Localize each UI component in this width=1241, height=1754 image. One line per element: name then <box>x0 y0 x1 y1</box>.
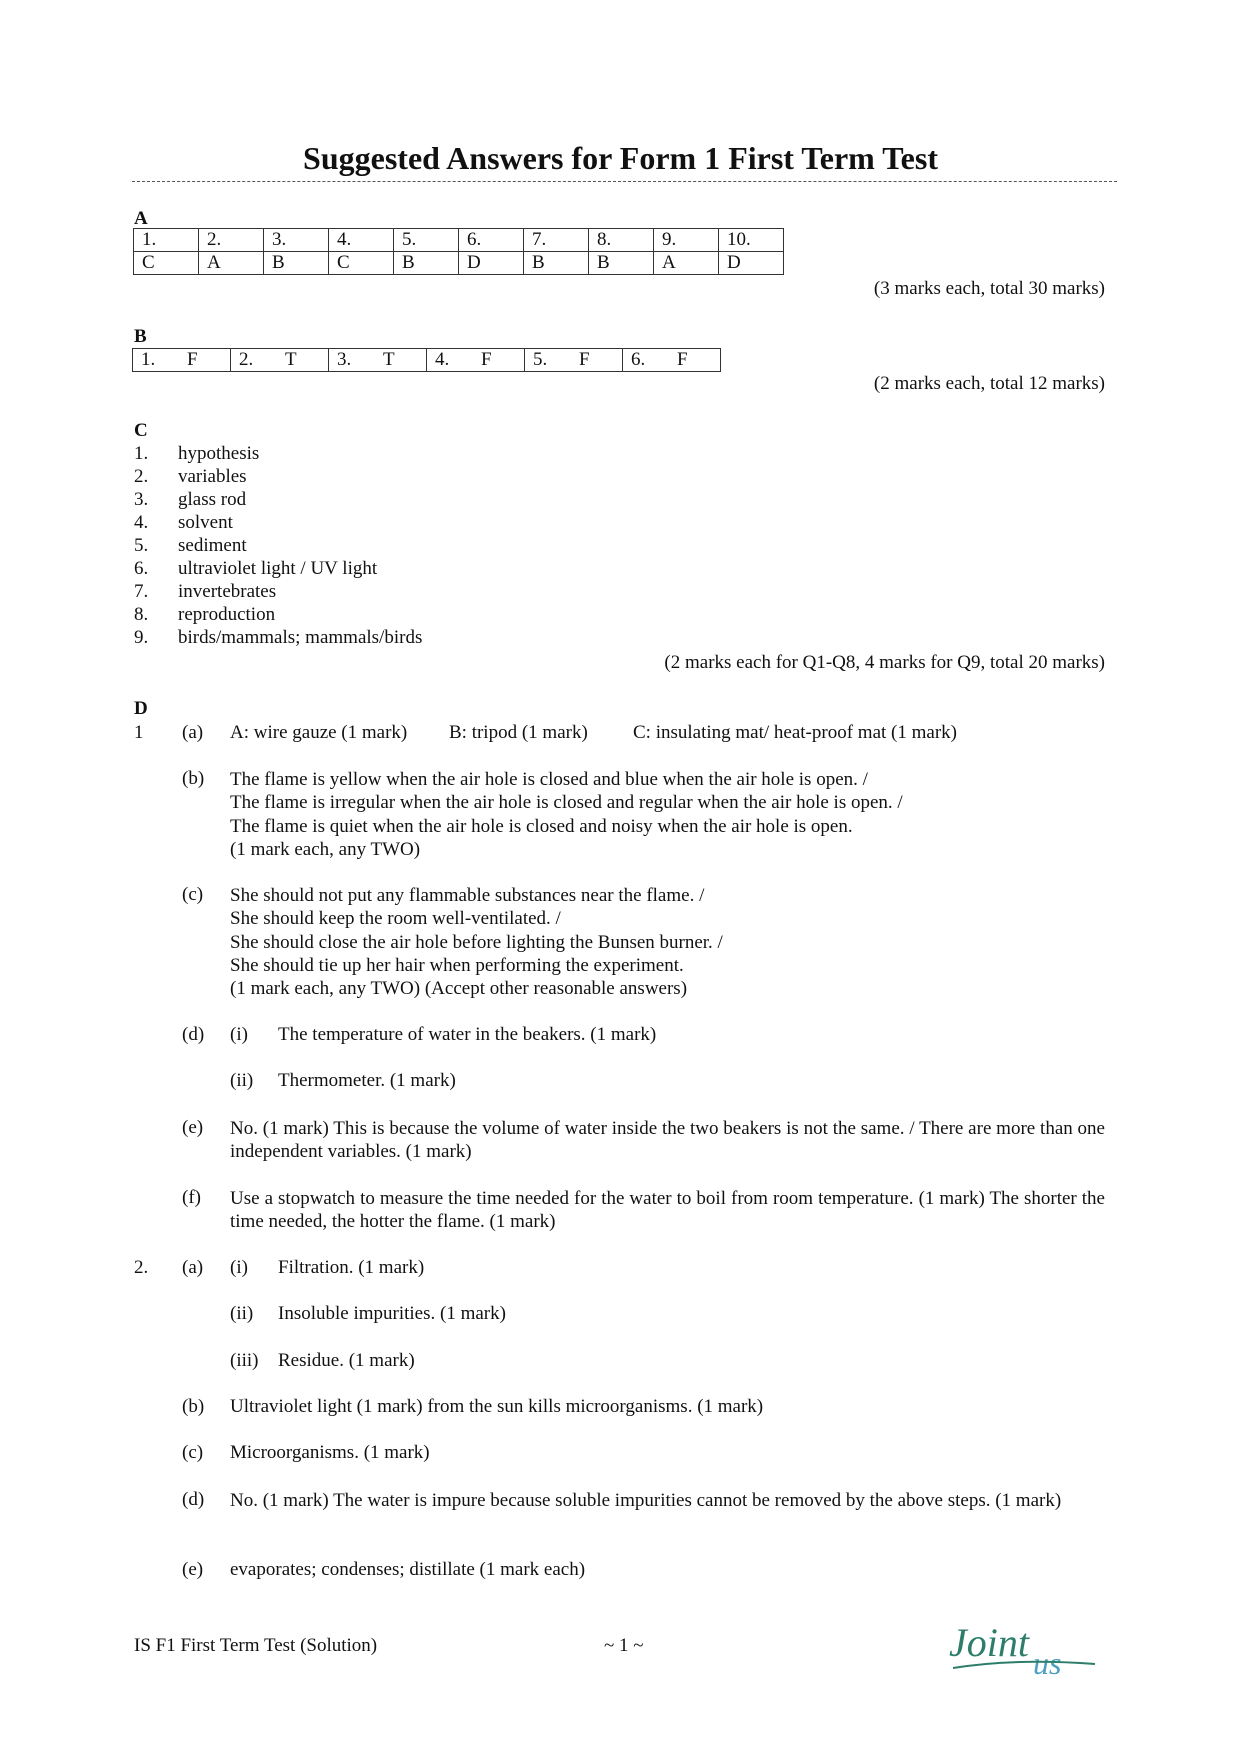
table-cell: 7. <box>524 229 589 252</box>
table-cell: A <box>199 252 264 275</box>
subpart-label: (i) <box>230 1024 248 1045</box>
logo-word-us: us <box>1033 1645 1062 1680</box>
table-cell: A <box>654 252 719 275</box>
answer-text: Use a stopwatch to measure the time needed for the water to boil from room temperature. (1 mark) The shorter the time needed, the hotter the flame. (1 mark) <box>230 1188 1105 1233</box>
table-cell: 5. F <box>525 349 623 372</box>
part-label: (d) <box>182 1489 205 1510</box>
section-b-row <box>133 349 721 372</box>
table-cell: 1. <box>134 229 199 252</box>
table-cell: 2. <box>199 229 264 252</box>
page-title: Suggested Answers for Form 1 First Term Test <box>303 140 938 176</box>
subpart-label: (ii) <box>230 1303 254 1324</box>
table-cell: C <box>134 252 199 275</box>
section-a-table <box>133 228 784 275</box>
section-c-marks: (2 marks each for Q1-Q8, 4 marks for Q9, total 20 marks) <box>664 652 1105 673</box>
table-cell: 6. <box>459 229 524 252</box>
table-cell: B <box>524 252 589 275</box>
question-number: 2. <box>134 1257 149 1278</box>
table-cell: 10. <box>719 229 784 252</box>
jointus-logo-icon <box>945 1620 1105 1680</box>
part-label: (b) <box>182 768 205 789</box>
part-label: (f) <box>182 1187 201 1208</box>
answer-text: Ultraviolet light (1 mark) from the sun kills microorganisms. (1 mark) <box>230 1396 764 1417</box>
answer-line: The flame is yellow when the air hole is closed and blue when the air hole is open. / <box>230 769 868 790</box>
table-cell: 5. <box>394 229 459 252</box>
answer-text: C: insulating mat/ heat-proof mat (1 mark) <box>633 722 957 743</box>
answer-text: The temperature of water in the beakers. (1 mark) <box>278 1024 657 1045</box>
table-cell: 9. <box>654 229 719 252</box>
table-cell: B <box>589 252 654 275</box>
answer-text: Insoluble impurities. (1 mark) <box>278 1303 506 1324</box>
table-cell: 4. <box>329 229 394 252</box>
subpart-label: (ii) <box>230 1070 254 1091</box>
subpart-label: (i) <box>230 1257 248 1278</box>
section-b-label: B <box>134 326 147 347</box>
answer-line: She should tie up her hair when performing the experiment. <box>230 954 684 976</box>
table-cell: 1. F <box>133 349 231 372</box>
answer-block <box>230 768 1105 861</box>
answer-sheet-page: Suggested Answers for Form 1 First Term Test A 1. 2. 3. 4. 5. 6. 7. 8. 9. 10. C A B C B D B B A D (3 marks each, total 30 marks) B 1. F 2. T 3. T 4. F 5. F 6. F (2 marks each, total 12 marks) C 1. hypothesis 2. variables 3. glass rod 4. solvent 5. sediment 6. ultraviolet light / UV light 7. invertebrates 8. reproduction 9. birds/mammals; mammals/birds (2 marks each for Q1-Q8, 4 marks for Q9, total 20 marks) D 1 (a) A: wire gauze (1 mark) B: tripod (1 mark) C: insulating mat/ heat-proof mat (1 mark) (b) The flame is yellow when the air hole is closed and blue when the air hole is open. / The flame is irregular when the air hole is closed and regular when the air hole is open. / The flame is quiet when the air hole is closed and noisy when the air hole is open. (1 mark each, any TWO) (c) She should not put any flammable substances near the flame. / She should keep the room well-ventilated. / She should close the air hole before lighting the Bunsen burner. / She should tie up her hair when performing the experiment. (1 mark each, any TWO) (Accept other reasonable answers) (d) (i) The temperature of water in the beakers. (1 mark) (ii) Thermometer. (1 mark) (e) No. (1 mark) This is because the volume of water inside the two beakers is not the same. / There are more than one independent variables. (1 mark) (f) Use a stopwatch to measure the time needed for the water to boil from room temperature. (1 mark) The shorter the time needed, the hotter the flame. (1 mark) 2. (a) (i) Filtration. (1 mark) (ii) Insoluble impurities. (1 mark) (iii) Residue. (1 mark) (b) Ultraviolet light (1 mark) from the sun kills microorganisms. (1 mark) (c) Microorganisms. (1 mark) (d) No. (1 mark) The water is impure because soluble impurities cannot be removed by the above steps. (1 mark) (e) evaporates; condenses; distillate (1 mark each) IS F1 First Term Test (Solution) ~ 1 ~ Joint us <box>0 0 1241 1754</box>
table-cell: D <box>459 252 524 275</box>
table-cell: C <box>329 252 394 275</box>
answer-text: No. (1 mark) This is because the volume of water inside the two beakers is not the same. / There are more than one independent variables. (1 mark) <box>230 1118 1105 1163</box>
answer-text: Microorganisms. (1 mark) <box>230 1442 430 1463</box>
table-cell: 3. T <box>329 349 427 372</box>
answer-line: The flame is irregular when the air hole is closed and regular when the air hole is open. / <box>230 792 903 814</box>
answer-line: (1 mark each, any TWO) (Accept other reasonable answers) <box>230 978 688 1000</box>
answer-text: evaporates; condenses; distillate (1 mark each) <box>230 1559 586 1580</box>
question-number: 1 <box>134 722 144 743</box>
answer-line: (1 mark each, any TWO) <box>230 838 421 860</box>
answer-text: Filtration. (1 mark) <box>278 1257 425 1278</box>
answer-block <box>230 884 1105 1000</box>
answer-text: No. (1 mark) The water is impure because soluble impurities cannot be removed by the above steps. (1 mark) <box>230 1490 1062 1511</box>
page-number: ~ 1 ~ <box>604 1635 644 1656</box>
answer-text: B: tripod (1 mark) <box>449 722 588 743</box>
footer-title: IS F1 First Term Test (Solution) <box>134 1635 378 1656</box>
part-label: (a) <box>182 1257 204 1278</box>
title-divider <box>132 181 1117 182</box>
section-a-label: A <box>134 208 148 229</box>
part-label: (b) <box>182 1396 205 1417</box>
section-a-numbers-row <box>134 229 784 252</box>
table-cell: B <box>394 252 459 275</box>
part-label: (e) <box>182 1117 204 1138</box>
table-cell: 3. <box>264 229 329 252</box>
table-cell: B <box>264 252 329 275</box>
jointus-logo <box>945 1620 1105 1680</box>
table-cell: 4. F <box>427 349 525 372</box>
section-a-marks: (3 marks each, total 30 marks) <box>873 278 1105 299</box>
logo-word-joint: Joint <box>949 1620 1029 1665</box>
part-label: (d) <box>182 1024 205 1045</box>
section-b-table <box>132 348 721 372</box>
answer-text: Thermometer. (1 mark) <box>278 1070 456 1091</box>
answer-line: She should not put any flammable substances near the flame. / <box>230 885 705 906</box>
answer-line: The flame is quiet when the air hole is closed and noisy when the air hole is open. <box>230 815 853 837</box>
section-c-label: C <box>134 420 148 441</box>
section-d-label: D <box>134 698 148 719</box>
answer-text: A: wire gauze (1 mark) <box>230 722 408 743</box>
table-cell: 6. F <box>623 349 721 372</box>
answer-line: She should keep the room well-ventilated. / <box>230 908 561 930</box>
table-cell: D <box>719 252 784 275</box>
answer-text: Residue. (1 mark) <box>278 1350 415 1371</box>
section-a-answers-row <box>134 252 784 275</box>
table-cell: 8. <box>589 229 654 252</box>
subpart-label: (iii) <box>230 1350 259 1371</box>
answer-line: She should close the air hole before lighting the Bunsen burner. / <box>230 931 723 953</box>
part-label: (a) <box>182 722 204 743</box>
part-label: (c) <box>182 1442 204 1463</box>
part-label: (e) <box>182 1559 204 1580</box>
table-cell: 2. T <box>231 349 329 372</box>
section-b-marks: (2 marks each, total 12 marks) <box>873 373 1105 394</box>
part-label: (c) <box>182 884 204 905</box>
